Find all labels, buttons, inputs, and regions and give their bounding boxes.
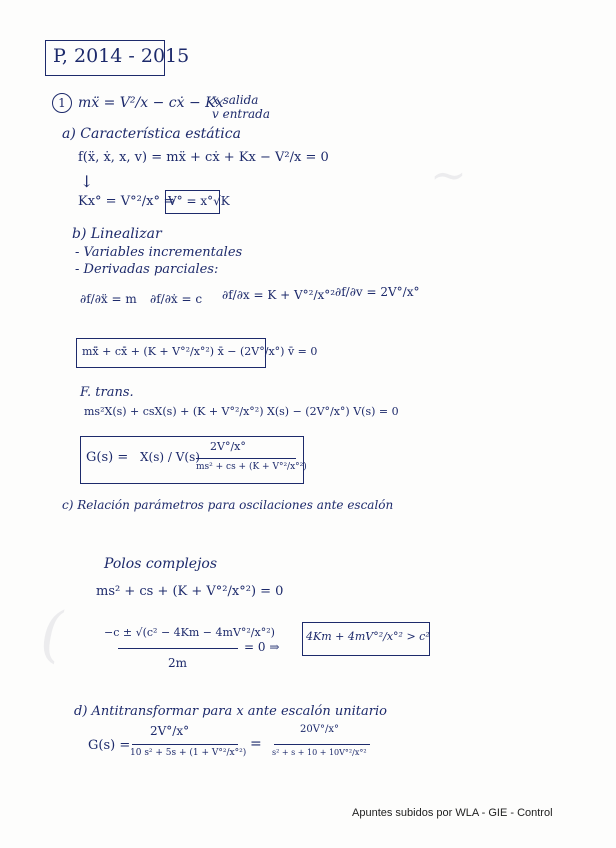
poles-label: Polos complejos — [104, 556, 218, 572]
partial-deriv-4: ∂f/∂v = 2V°/x° — [335, 285, 420, 299]
roots-tail: = 0 ⇒ — [244, 640, 280, 654]
part-d-bar2 — [274, 744, 370, 745]
page-title: P, 2014 - 2015 — [53, 45, 190, 67]
static-result: V° = x°√K — [168, 194, 230, 208]
transfer-fraction-bar — [196, 458, 296, 459]
legend-v-entrada: v entrada — [212, 107, 270, 121]
part-d-num2: 20V°/x° — [300, 724, 339, 735]
part-d-den1: 10 s² + 5s + (1 + V°²/x°²) — [130, 748, 247, 758]
transfer-function-mid: X(s) / V(s) — [140, 450, 200, 464]
transfer-function-den: ms² + cs + (K + V°²/x°²) — [196, 462, 307, 472]
part-d-G-label: G(s) = — [88, 738, 131, 753]
part-d-num1: 2V°/x° — [150, 724, 190, 738]
roots-fraction-bar — [118, 648, 238, 649]
part-c-heading: c) Relación parámetros para oscilaciones ante escalón — [62, 498, 394, 512]
down-arrow: ↓ — [80, 172, 94, 191]
transfer-function-num: 2V°/x° — [210, 440, 246, 453]
char-equation: ms² + cs + (K + V°²/x°²) = 0 — [96, 584, 284, 599]
part-b-item-1: - Variables incrementales — [75, 245, 243, 260]
part-a-heading: a) Característica estática — [62, 126, 241, 142]
bleed-through-mark: ( — [40, 600, 64, 670]
laplace-equation: ms²X(s) + csX(s) + (K + V°²/x°²) X(s) − (2V°/x°) V(s) = 0 — [84, 405, 399, 418]
linear-equation: mẍ̄ + cẋ̄ + (K + V°²/x°²) x̄ − (2V°/x°) v̄ = 0 — [82, 345, 318, 358]
part-b-item-2: - Derivadas parciales: — [75, 262, 219, 277]
problem-number: 1 — [58, 96, 66, 110]
f-definition: f(ẍ, ẋ, x, v) = mẍ + cẋ + Kx − V²/x = 0 — [78, 150, 329, 165]
problem-equation: mẍ = V²/x − cẋ − Kx — [78, 95, 224, 111]
part-d-equals: = — [250, 736, 262, 752]
part-d-den2: s² + s + 10 + 10V°²/x°² — [272, 748, 367, 757]
footer-credit: Apuntes subidos por WLA - GIE - Control — [352, 807, 553, 819]
roots-denominator: 2m — [168, 656, 188, 670]
part-d-bar1 — [132, 744, 238, 745]
partial-deriv-3: ∂f/∂x = K + V°²/x°² — [222, 288, 336, 302]
ftrans-label: F. trans. — [80, 385, 134, 400]
bleed-through-mark: ~ — [430, 150, 467, 201]
roots-numerator: −c ± √(c² − 4Km − 4mV°²/x°²) — [104, 626, 275, 639]
part-d-heading: d) Antitransformar para x ante escalón unitario — [74, 704, 387, 719]
partial-deriv-2: ∂f/∂ẋ = c — [150, 292, 203, 306]
transfer-function-label: G(s) = — [86, 450, 129, 465]
part-b-heading: b) Linealizar — [72, 226, 162, 242]
partial-deriv-1: ∂f/∂ẍ = m — [80, 292, 137, 306]
static-equation: Kx° = V°²/x° ⇒ — [78, 194, 176, 209]
legend-x-salida: x salida — [212, 93, 259, 107]
problem-number-circle — [52, 93, 72, 113]
oscillation-condition: 4Km + 4mV°²/x°² > c² — [306, 630, 430, 643]
